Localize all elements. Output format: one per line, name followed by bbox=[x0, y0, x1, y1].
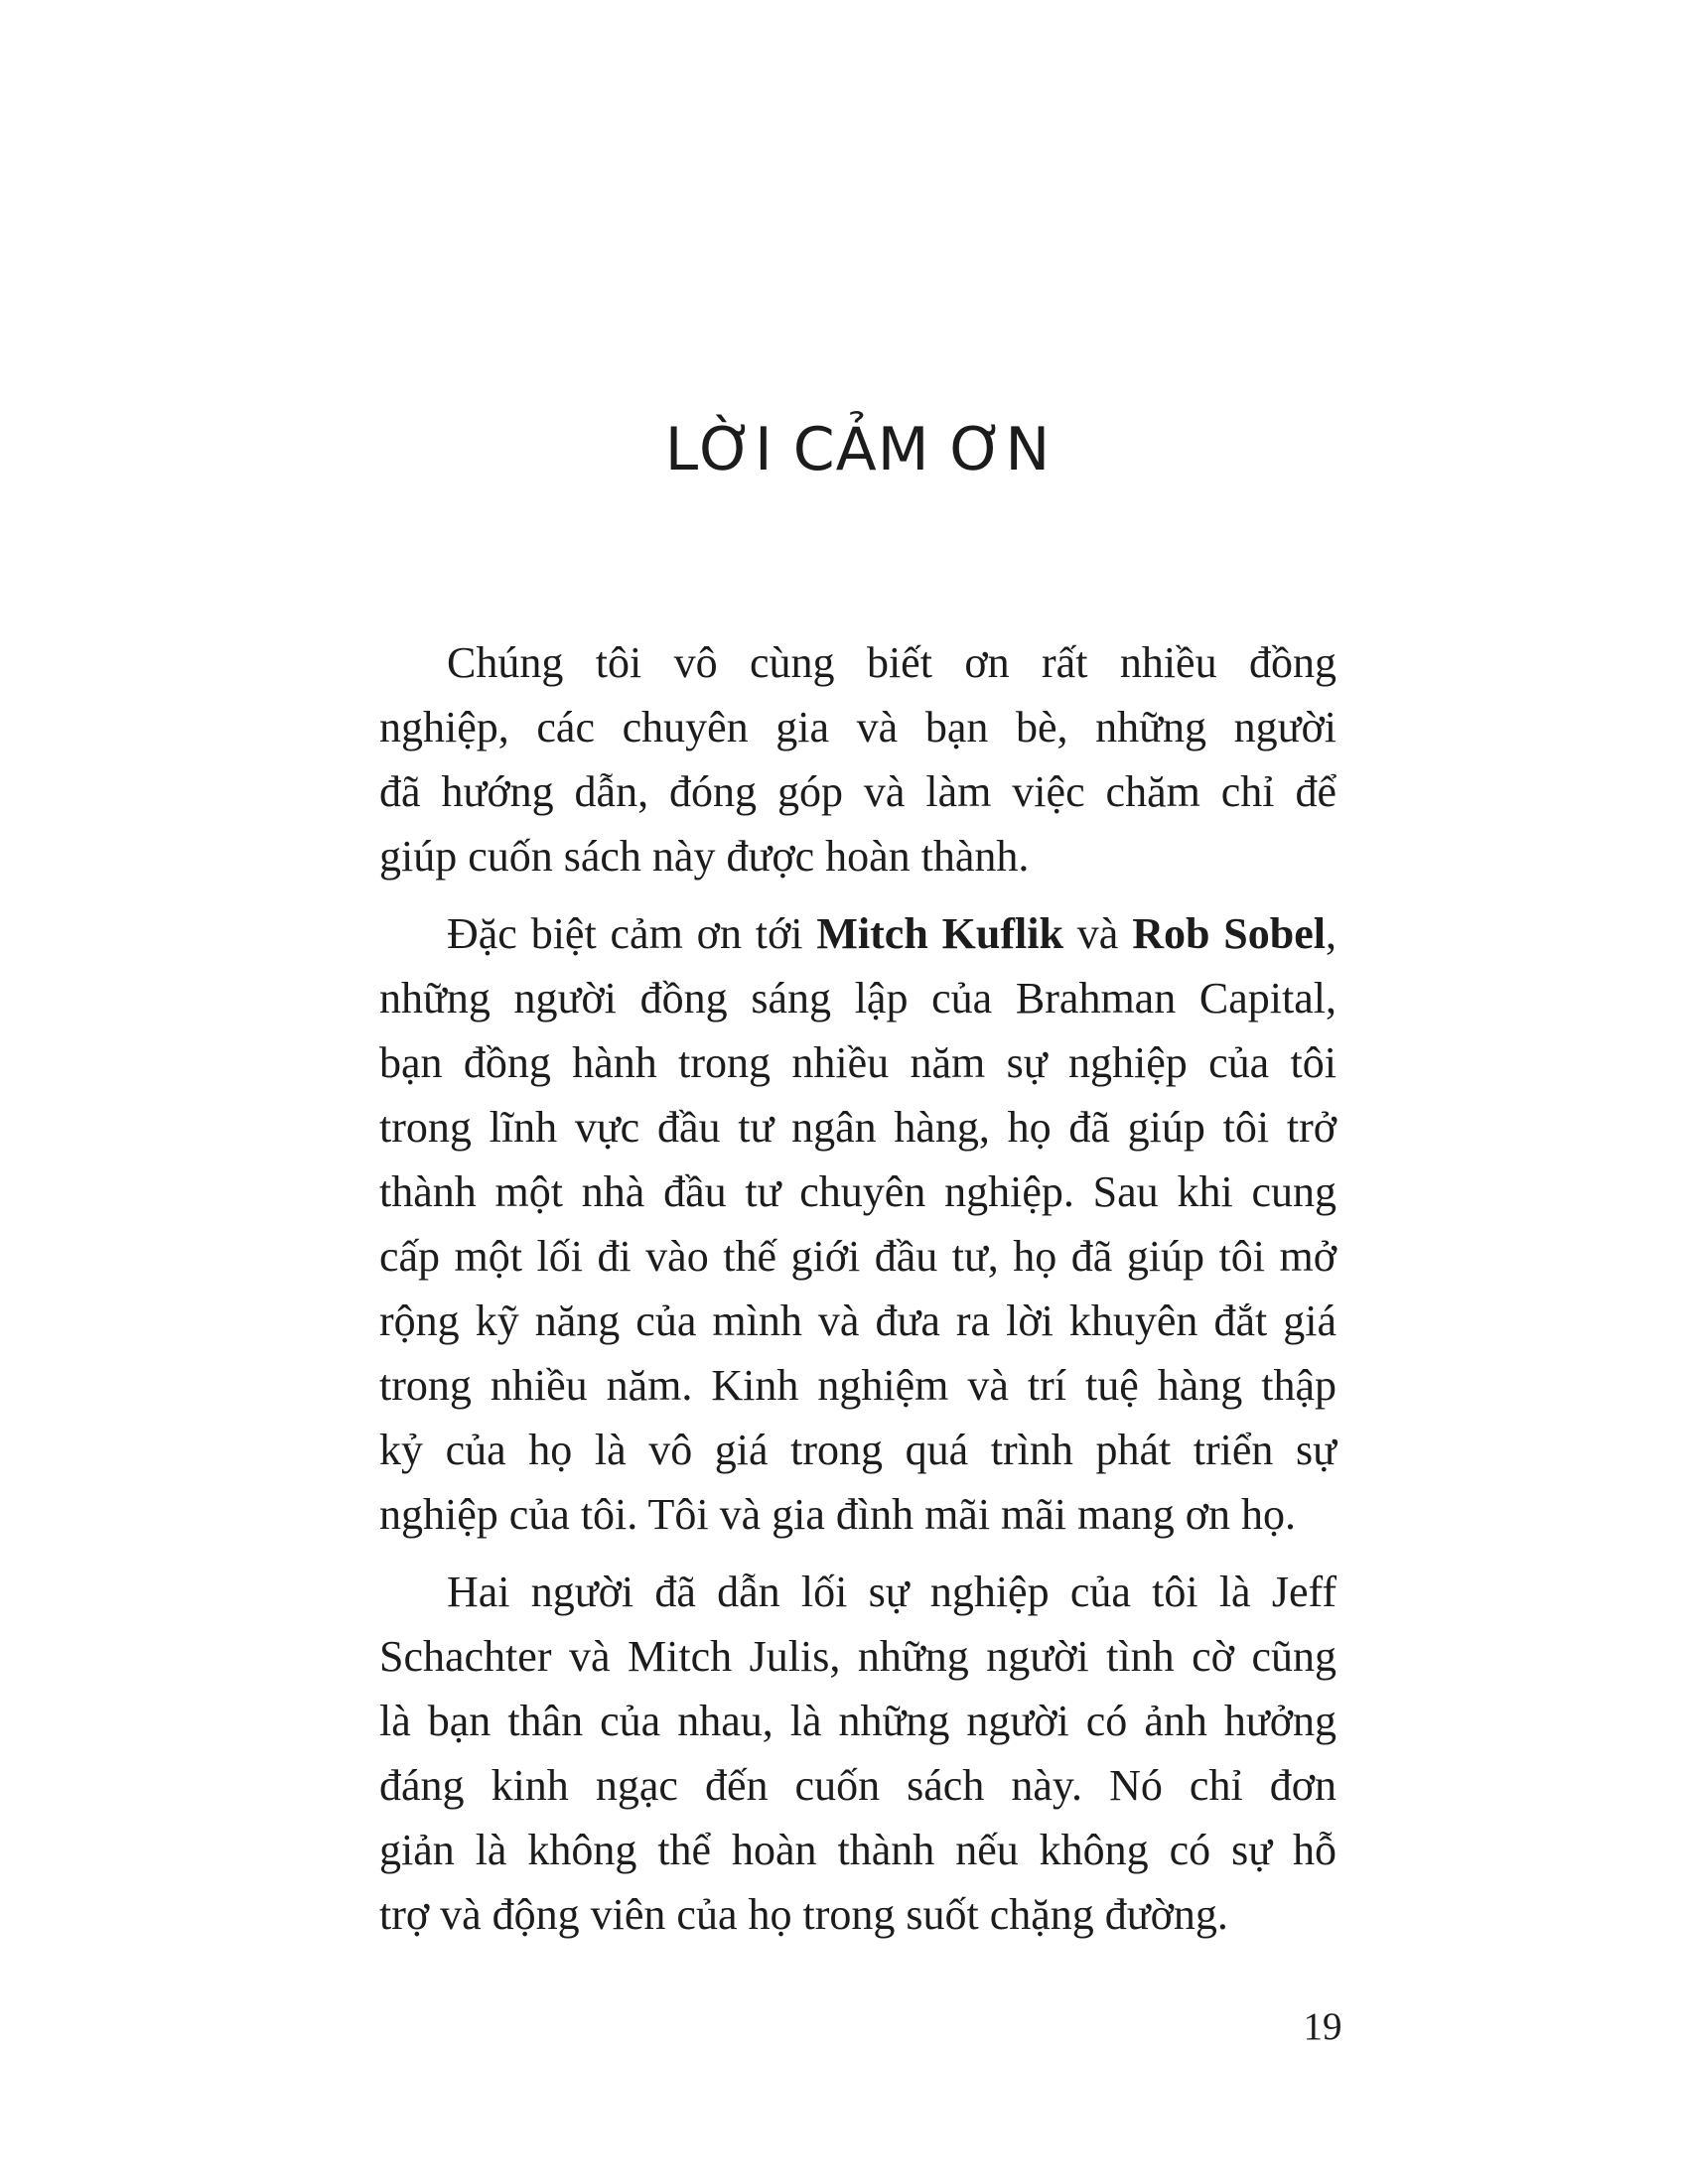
text-line: rộng kỹ năng của mình và đưa ra lời khuyên đắt giá bbox=[379, 1297, 1336, 1345]
text-line: giản là không thể hoàn thành nếu không có sự hỗ bbox=[379, 1826, 1336, 1874]
text-line: nghiệp của tôi. Tôi và gia đình mãi mãi mang ơn họ. bbox=[379, 1490, 1297, 1539]
text-line: trong nhiều năm. Kinh nghiệm và trí tuệ hàng thập bbox=[379, 1361, 1336, 1410]
text-line: kỷ của họ là vô giá trong quá trình phát triển sự bbox=[379, 1426, 1336, 1474]
text-line: Schachter và Mitch Julis, những người tình cờ cũng bbox=[379, 1632, 1336, 1681]
text-line: cấp một lối đi vào thế giới đầu tư, họ đã giúp tôi mở bbox=[379, 1232, 1336, 1281]
text-line: đã hướng dẫn, đóng góp và làm việc chăm chỉ để bbox=[379, 767, 1336, 816]
text-line: những người đồng sáng lập của Brahman Capital, bbox=[379, 974, 1336, 1023]
text-line: đáng kinh ngạc đến cuốn sách này. Nó chỉ đơn bbox=[379, 1761, 1336, 1810]
text-line: Chúng tôi vô cùng biết ơn rất nhiều đồng bbox=[447, 638, 1336, 687]
body-text bbox=[379, 630, 1336, 1947]
text-line: thành một nhà đầu tư chuyên nghiệp. Sau khi cung bbox=[379, 1167, 1336, 1216]
text-line: trợ và động viên của họ trong suốt chặng đường. bbox=[379, 1890, 1228, 1939]
chapter-title: LỜI CẢM ƠN bbox=[664, 415, 1052, 484]
text-line: Hai người đã dẫn lối sự nghiệp của tôi là Jeff bbox=[447, 1568, 1336, 1616]
text-line: giúp cuốn sách này được hoàn thành. bbox=[379, 832, 1030, 881]
text-line: là bạn thân của nhau, là những người có ảnh hưởng bbox=[379, 1697, 1336, 1745]
page-number: 19 bbox=[1303, 2005, 1342, 2048]
bold-person-name: Mitch Kuflik bbox=[816, 909, 1063, 958]
text-line: Đặc biệt cảm ơn tới Mitch Kuflik và Rob Sobel, bbox=[447, 909, 1336, 958]
text-line: bạn đồng hành trong nhiều năm sự nghiệp của tôi bbox=[379, 1038, 1336, 1087]
text-line: trong lĩnh vực đầu tư ngân hàng, họ đã giúp tôi trở bbox=[379, 1103, 1336, 1152]
paragraph bbox=[379, 630, 1336, 888]
bold-person-name: Rob Sobel bbox=[1132, 909, 1326, 958]
paragraph bbox=[379, 901, 1336, 1547]
paragraph bbox=[379, 1560, 1336, 1947]
text-line: nghiệp, các chuyên gia và bạn bè, những người bbox=[379, 703, 1336, 751]
